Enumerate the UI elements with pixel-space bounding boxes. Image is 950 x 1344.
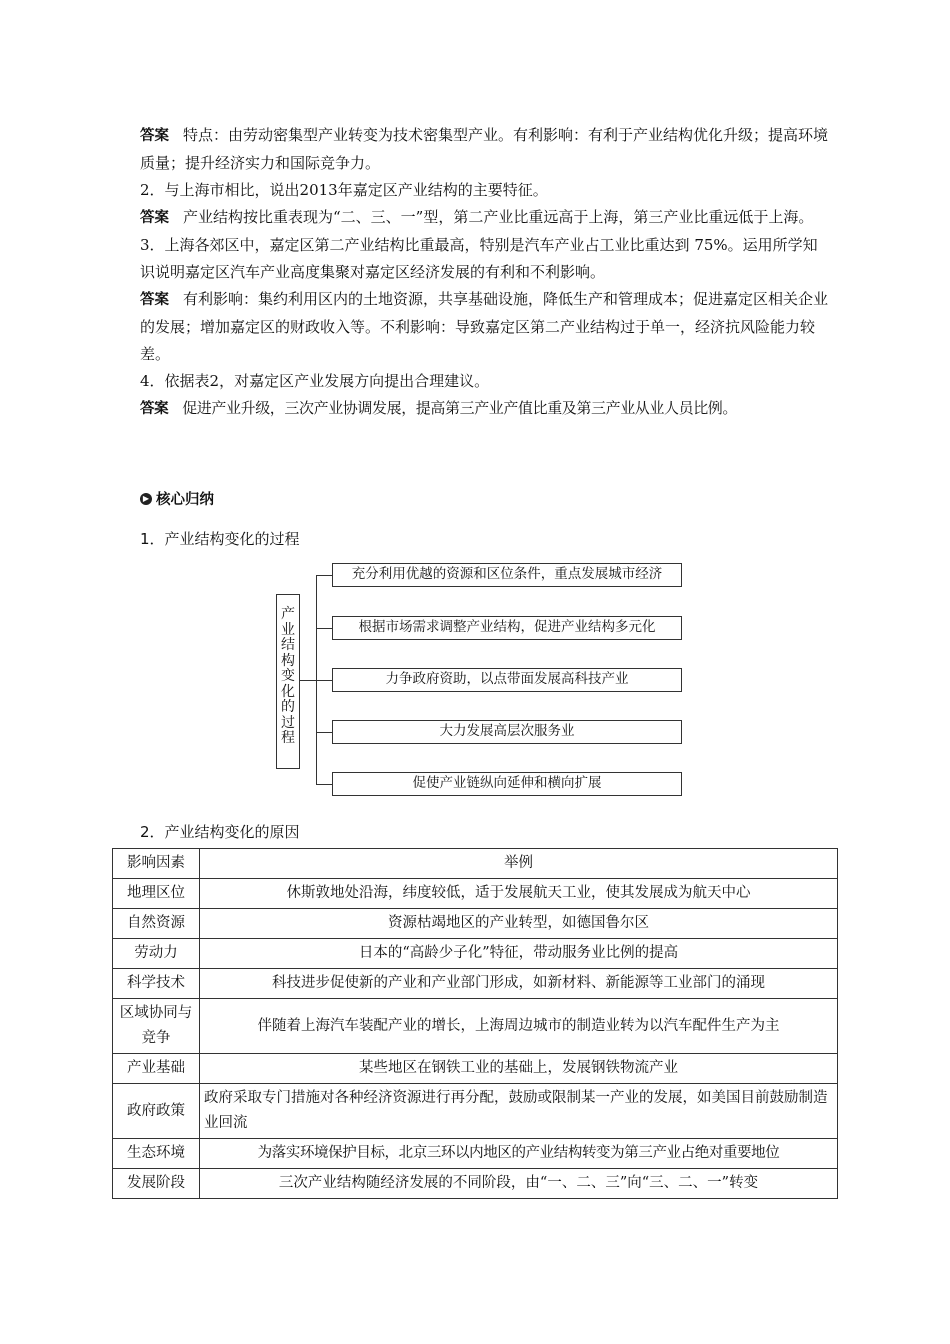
root-char: 程	[281, 730, 295, 746]
example-cell: 某些地区在钢铁工业的基础上，发展钢铁物流产业	[200, 1054, 838, 1084]
example-cell: 为落实环境保护目标，北京三环以内地区的产业结构转变为第三产业占绝对重要地位	[200, 1139, 838, 1169]
root-char: 结	[281, 637, 295, 653]
factor-cell: 区域协同与竞争	[113, 999, 200, 1054]
diagram-branch-3: 力争政府资助，以点带面发展高科技产业	[332, 668, 682, 692]
factor-cell: 自然资源	[113, 909, 200, 939]
factor-cell: 生态环境	[113, 1139, 200, 1169]
subheading-process: 1．产业结构变化的过程	[140, 530, 300, 548]
factor-cell: 产业基础	[113, 1054, 200, 1084]
answer-label: 答案	[140, 401, 169, 417]
answer-2	[140, 204, 830, 232]
process-diagram	[276, 562, 696, 802]
example-cell: 政府采取专门措施对各种经济资源进行再分配，鼓励或限制某一产业的发展，如美国目前鼓励制造业回流	[200, 1084, 838, 1139]
table-row	[113, 939, 838, 969]
diagram-branch-1: 充分利用优越的资源和区位条件，重点发展城市经济	[332, 563, 682, 587]
section-header	[140, 488, 214, 509]
qa-block	[140, 122, 830, 423]
table-row	[113, 879, 838, 909]
table-row	[113, 1139, 838, 1169]
example-cell: 资源枯竭地区的产业转型，如德国鲁尔区	[200, 909, 838, 939]
question-4: 4．依据表2，对嘉定区产业发展方向提出合理建议。	[140, 372, 490, 390]
diagram-branch-2: 根据市场需求调整产业结构，促进产业结构多元化	[332, 616, 682, 640]
example-cell: 三次产业结构随经济发展的不同阶段，由“一、二、三”向“三、二、一”转变	[200, 1169, 838, 1199]
root-char: 化	[281, 683, 295, 700]
table-row	[113, 909, 838, 939]
answer-text: 产业结构按比重表现为“二、三、一”型，第二产业比重远高于上海，第三产业比重远低于上海。	[183, 208, 814, 226]
question-2: 2．与上海市相比，说出2013年嘉定区产业结构的主要特征。	[140, 181, 548, 199]
answer-text: 有利影响：集约利用区内的土地资源，共享基础设施，降低生产和管理成本；促进嘉定区相关企业的发展；增加嘉定区的财政收入等。不利影响：导致嘉定区第二产业结构过于单一，经济抗风险能力较差。	[140, 290, 829, 363]
connector-root	[300, 680, 316, 681]
factor-cell: 科学技术	[113, 969, 200, 999]
root-char: 构	[281, 652, 295, 669]
root-char: 产	[281, 606, 295, 622]
table-row	[113, 1169, 838, 1199]
factor-cell: 发展阶段	[113, 1169, 200, 1199]
connector-branch	[316, 784, 332, 785]
table-row	[113, 1054, 838, 1084]
connector-branch	[316, 680, 332, 681]
example-cell: 休斯敦地处沿海，纬度较低，适于发展航天工业，使其发展成为航天中心	[200, 879, 838, 909]
root-char: 业	[281, 621, 295, 638]
header-cell: 影响因素	[113, 849, 200, 879]
reasons-table	[112, 848, 838, 1199]
root-char: 的	[281, 699, 295, 715]
answer-4	[140, 395, 830, 423]
answer-3	[140, 286, 830, 368]
header-cell: 举例	[200, 849, 838, 879]
diagram-branch-5: 促使产业链纵向延伸和横向扩展	[332, 772, 682, 796]
example-cell: 科技进步促使新的产业和产业部门形成，如新材料、新能源等工业部门的涌现	[200, 969, 838, 999]
answer-label: 答案	[140, 128, 169, 144]
table-row	[113, 999, 838, 1054]
connector-branch	[316, 575, 332, 576]
answer-label: 答案	[140, 210, 169, 226]
question-3: 3．上海各郊区中，嘉定区第二产业结构比重最高，特别是汽车产业占工业比重达到 75%。运用所学知识说明嘉定区汽车产业高度集聚对嘉定区经济发展的有利和不利影响。	[140, 236, 818, 281]
table-row	[113, 1084, 838, 1139]
table-header-row	[113, 849, 838, 879]
root-char: 过	[281, 714, 295, 731]
diagram-root-box	[276, 594, 300, 769]
section-title: 核心归纳	[156, 492, 214, 508]
answer-text: 特点：由劳动密集型产业转变为技术密集型产业。有利影响：有利于产业结构优化升级；提高环境质量；提升经济实力和国际竞争力。	[140, 126, 829, 172]
root-char: 变	[281, 668, 295, 684]
connector-branch	[316, 732, 332, 733]
answer-text: 促进产业升级，三次产业协调发展，提高第三产业产值比重及第三产业从业人员比例。	[182, 399, 738, 417]
factor-cell: 劳动力	[113, 939, 200, 969]
diagram-branch-4: 大力发展高层次服务业	[332, 720, 682, 744]
connector-branch	[316, 628, 332, 629]
factor-cell: 政府政策	[113, 1084, 200, 1139]
answer-label: 答案	[140, 292, 169, 308]
answer-1	[140, 122, 830, 177]
table-row	[113, 969, 838, 999]
subheading-reasons: 2．产业结构变化的原因	[140, 823, 300, 841]
play-circle-icon: ▶	[140, 493, 152, 505]
example-cell: 伴随着上海汽车装配产业的增长，上海周边城市的制造业转为以汽车配件生产为主	[200, 999, 838, 1054]
example-cell: 日本的“高龄少子化”特征，带动服务业比例的提高	[200, 939, 838, 969]
factor-cell: 地理区位	[113, 879, 200, 909]
